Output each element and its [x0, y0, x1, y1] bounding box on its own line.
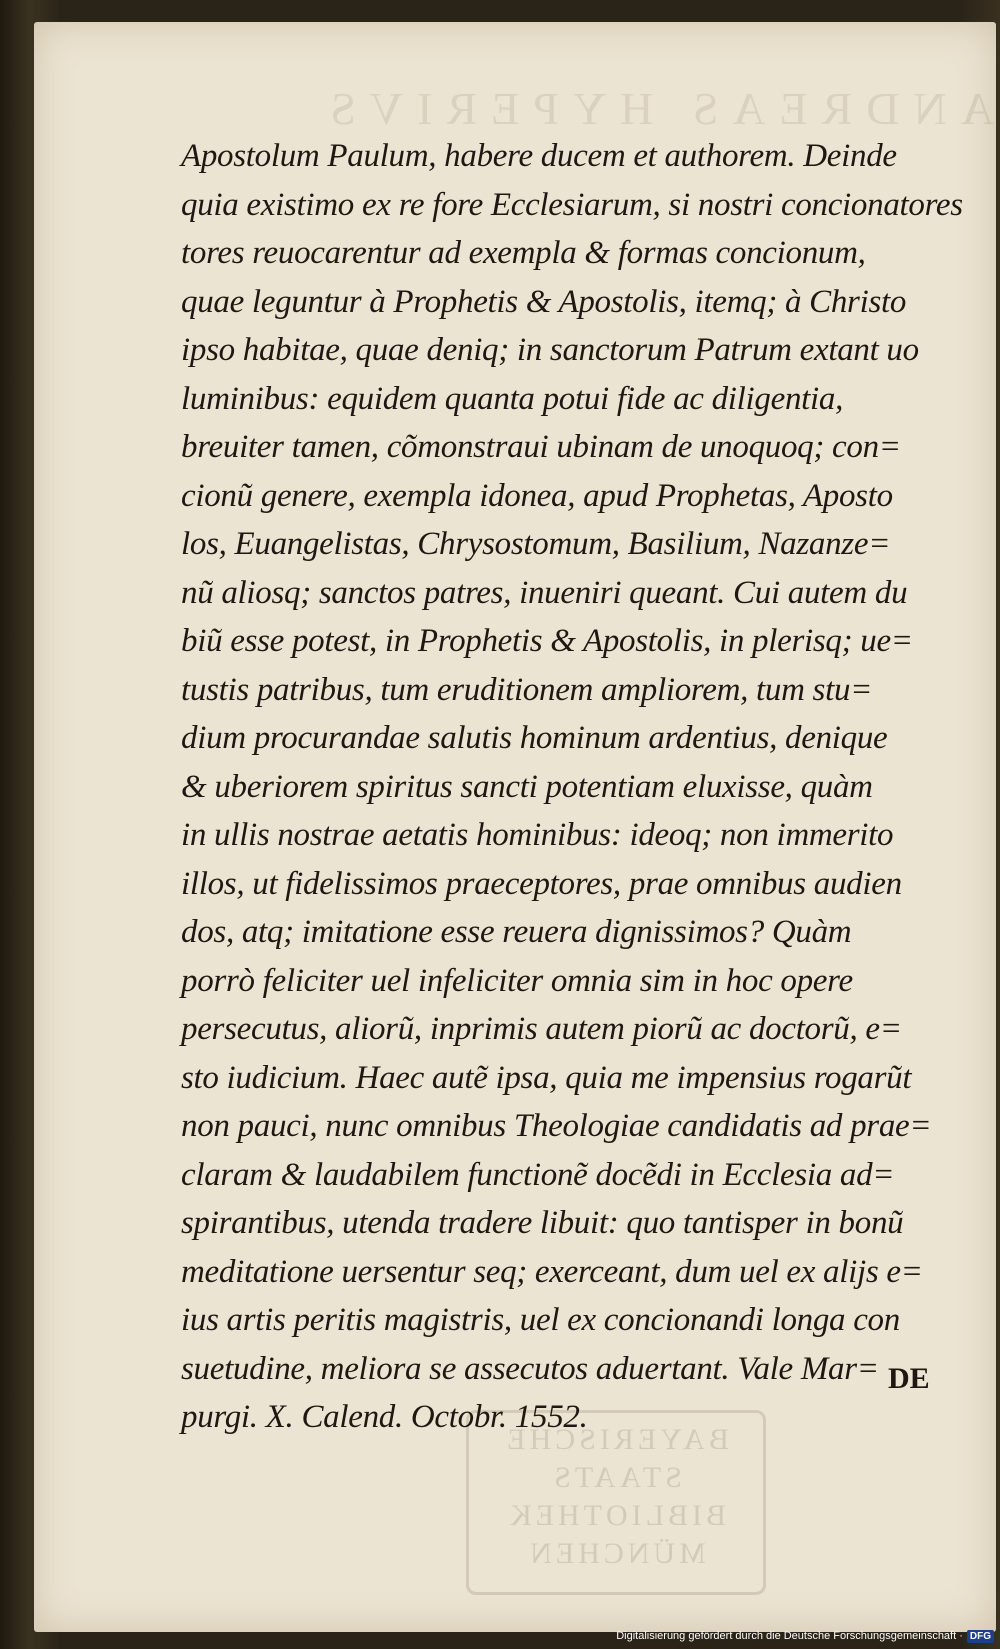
text-line: Apostolum Paulum, habere ducem et authorem. Deinde	[181, 138, 897, 174]
text-line: quia existimo ex re fore Ecclesiarum, si nostri concionatores	[181, 186, 963, 223]
text-line: persecutus, aliorũ, inprimis autem piorũ ac doctorũ, e=	[181, 1011, 902, 1047]
text-line: sto iudicium. Haec autẽ ipsa, quia me impensius rogarũt	[181, 1059, 912, 1096]
text-line: purgi. X. Calend. Octobr. 1552.	[181, 1399, 588, 1435]
text-line: cionũ genere, exempla idonea, apud Prophetas, Aposto	[181, 477, 893, 514]
text-line: nũ aliosq; sanctos patres, inueniri queant. Cui autem du	[181, 574, 908, 611]
text-line: tustis patribus, tum eruditionem ampliorem, tum stu=	[181, 671, 873, 708]
text-line: tores reuocarentur ad exempla & formas concionum,	[181, 235, 866, 271]
body-text	[181, 132, 963, 1442]
text-line: luminibus: equidem quanta potui fide ac diligentia,	[181, 380, 844, 417]
text-line: dos, atq; imitatione esse reuera dignissimos? Quàm	[181, 914, 852, 950]
text-line: dium procurandae salutis hominum ardentius, denique	[181, 720, 888, 756]
text-line: quae leguntur à Prophetis & Apostolis, itemq; à Christo	[181, 283, 907, 320]
text-line: in ullis nostrae aetatis hominibus: ideoq; non immerito	[181, 817, 894, 853]
catchword: DE	[888, 1362, 930, 1395]
text-line: claram & laudabilem functionẽ docẽdi in Ecclesia ad=	[181, 1156, 895, 1193]
text-line: ipso habitae, quae deniq; in sanctorum Patrum extant uo	[181, 332, 919, 368]
text-line: meditatione uersentur seq; exerceant, dum uel ex alijs e=	[181, 1253, 923, 1290]
dfg-logo: DFG	[967, 1630, 994, 1643]
text-line: illos, ut fidelissimos praeceptores, prae omnibus audien	[181, 865, 902, 902]
footer-credit-text: Digitalisierung gefördert durch die Deutsche Forschungsgemeinschaft ·	[616, 1630, 963, 1642]
text-line: non pauci, nunc omnibus Theologiae candidatis ad prae=	[181, 1108, 932, 1144]
digitization-footer	[616, 1627, 994, 1645]
text-line: porrò feliciter uel infeliciter omnia sim in hoc opere	[181, 962, 853, 999]
text-line: & uberiorem spiritus sancti potentiam eluxisse, quàm	[181, 768, 873, 805]
bleed-through-text: ANDREAS HYPERIVS	[316, 83, 994, 134]
text-line: spirantibus, utenda tradere libuit: quo tantisper in bonũ	[181, 1205, 904, 1241]
text-line: los, Euangelistas, Chrysostomum, Basilium, Nazanze=	[181, 526, 891, 562]
library-stamp: BAYERISCHE STAATS BIBLIOTHEK MÜNCHEN	[466, 1410, 766, 1595]
text-line: breuiter tamen, cõmonstraui ubinam de unoquoq; con=	[181, 429, 901, 465]
text-line: biũ esse potest, in Prophetis & Apostolis, in plerisq; ue=	[181, 623, 913, 659]
text-line: suetudine, meliora se assecutos aduertant. Vale Mar=	[181, 1350, 879, 1387]
text-line: ius artis peritis magistris, uel ex concionandi longa con	[181, 1302, 900, 1338]
